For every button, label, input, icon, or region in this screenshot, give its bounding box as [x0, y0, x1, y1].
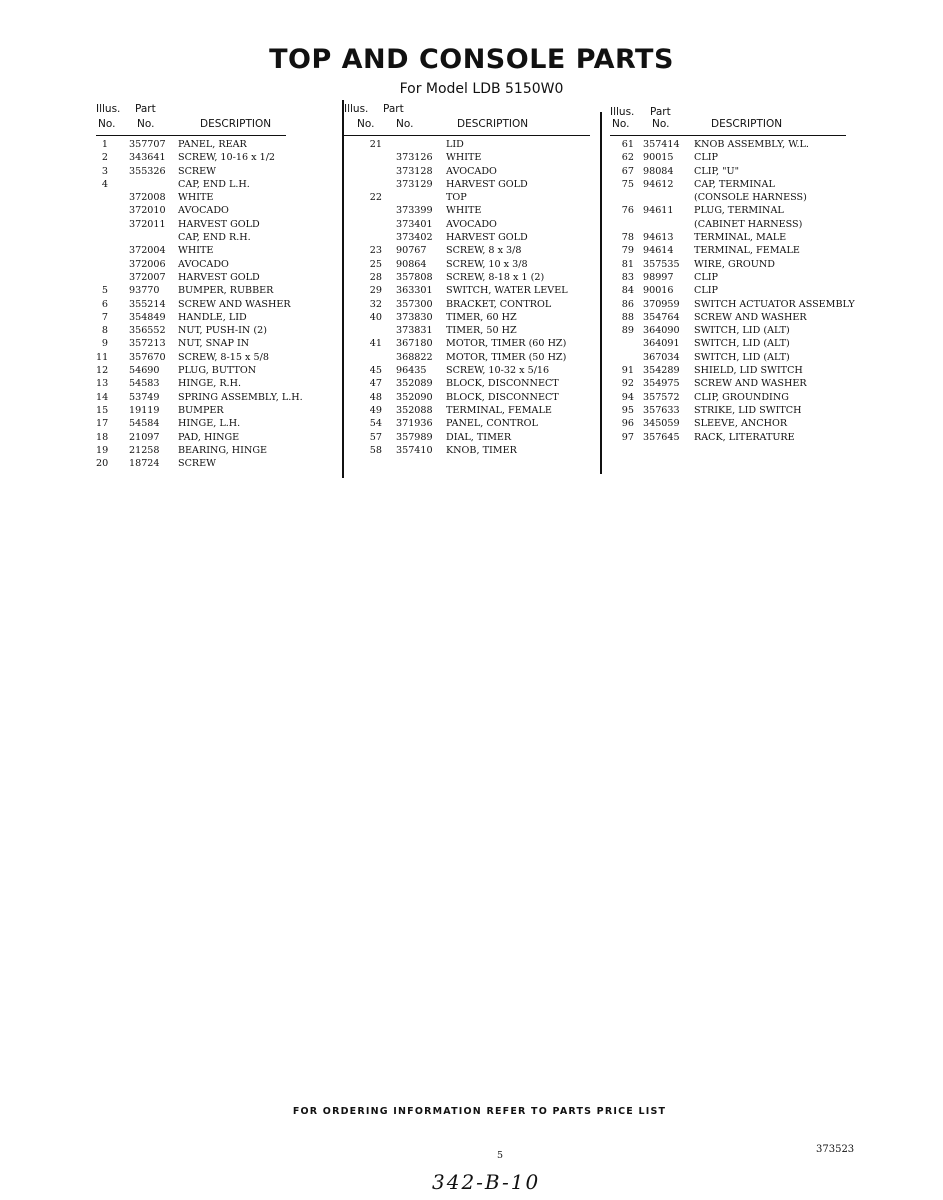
- illus-number: 25: [369, 258, 382, 270]
- table-row: [344, 299, 590, 312]
- column-header: [610, 103, 846, 136]
- part-description: SCREW AND WASHER: [694, 378, 807, 390]
- part-number: 364091: [643, 338, 680, 350]
- part-description: CAP, END R.H.: [178, 232, 251, 244]
- part-description: BLOCK, DISCONNECT: [446, 391, 559, 403]
- part-description: WHITE: [178, 245, 214, 257]
- part-number: 368822: [396, 351, 433, 363]
- illus-number: 95: [621, 404, 634, 416]
- part-description: BUMPER: [178, 404, 224, 416]
- part-number: 363301: [396, 285, 433, 297]
- part-description: TERMINAL, FEMALE: [694, 245, 800, 257]
- illus-number: 29: [369, 285, 382, 297]
- illus-number: 92: [621, 378, 634, 390]
- illus-number: 6: [101, 298, 108, 310]
- part-description: PANEL, CONTROL: [446, 418, 538, 430]
- part-description: BUMPER, RUBBER: [178, 285, 274, 297]
- table-row: [344, 192, 590, 205]
- part-description: RACK, LITERATURE: [694, 431, 795, 443]
- part-number: 355214: [129, 298, 166, 310]
- part-description: SLEEVE, ANCHOR: [694, 418, 788, 430]
- illus-number: 45: [369, 365, 382, 377]
- part-description: SCREW, 8 x 3/8: [446, 245, 522, 257]
- part-description: SCREW: [178, 165, 217, 177]
- table-row: [96, 391, 303, 405]
- part-number: 21097: [129, 431, 160, 443]
- illus-number: 14: [96, 391, 109, 403]
- table-row: [344, 259, 590, 272]
- part-number: 98997: [643, 271, 674, 283]
- part-number: 90864: [396, 258, 427, 270]
- part-number: 90015: [643, 152, 674, 164]
- part-number: 367180: [396, 338, 433, 350]
- part-description: WHITE: [178, 192, 214, 204]
- illus-number: 94: [621, 391, 634, 403]
- part-number: 372008: [129, 192, 166, 204]
- part-description: SCREW, 10-16 x 1/2: [178, 152, 276, 164]
- table-row: [610, 312, 846, 325]
- part-number: 90016: [643, 285, 674, 297]
- table-row: [96, 378, 286, 391]
- illus-number: 58: [369, 444, 382, 456]
- part-number: 357572: [643, 391, 680, 403]
- table-row: [610, 365, 846, 378]
- part-header: Part: [650, 106, 671, 118]
- illus-number: 28: [369, 271, 382, 283]
- part-number: 21258: [129, 444, 160, 456]
- illus-number: 61: [621, 139, 634, 150]
- part-description: HINGE, R.H.: [178, 378, 242, 390]
- part-no-header: No.: [652, 118, 670, 130]
- part-number: 373129: [396, 178, 433, 190]
- table-row: [96, 259, 286, 272]
- table-row: [344, 272, 590, 285]
- illus-number: 3: [101, 165, 108, 177]
- table-row: [96, 285, 286, 298]
- illus-number: 76: [621, 205, 634, 217]
- part-description: KNOB ASSEMBLY, W.L.: [694, 139, 809, 150]
- part-number: 54583: [129, 378, 160, 390]
- part-description: SCREW, 10 x 3/8: [446, 258, 528, 270]
- illus-number: 1: [101, 139, 108, 150]
- table-row: [96, 192, 286, 205]
- part-description: SCREW, 8-18 x 1 (2): [446, 271, 545, 283]
- part-description: PLUG, BUTTON: [178, 365, 257, 377]
- illus-number: 81: [621, 258, 634, 270]
- part-no-header: No.: [396, 118, 414, 130]
- table-row: [610, 405, 846, 418]
- part-number: 373402: [396, 232, 433, 244]
- illus-number: 17: [96, 418, 109, 430]
- ordering-note: FOR ORDERING INFORMATION REFER TO PARTS PRICE LIST: [292, 1106, 667, 1117]
- table-row: [344, 166, 590, 179]
- parts-list: [610, 139, 855, 445]
- part-description: AVOCADO: [178, 205, 229, 217]
- part-number: 372011: [129, 218, 166, 230]
- table-row: [610, 245, 846, 258]
- table-row: [96, 152, 286, 165]
- column-header: [96, 103, 286, 136]
- table-row: [610, 219, 846, 232]
- part-description: (CABINET HARNESS): [694, 218, 803, 230]
- part-number: 54690: [129, 365, 160, 377]
- part-number: 98084: [643, 165, 674, 177]
- table-row: [96, 338, 286, 351]
- illus-number: 49: [369, 404, 382, 416]
- part-description: SPRING ASSEMBLY, L.H.: [178, 391, 303, 403]
- part-description: SWITCH ACTUATOR ASSEMBLY: [694, 298, 855, 310]
- table-row: [610, 192, 846, 205]
- illus-no-header: No.: [612, 118, 630, 130]
- illus-number: 78: [621, 232, 634, 244]
- table-row: [610, 285, 846, 298]
- illus-number: 4: [101, 178, 108, 190]
- parts-column-2: [344, 103, 590, 458]
- part-number: 355326: [129, 165, 166, 177]
- description-header: DESCRIPTION: [200, 118, 272, 130]
- column-divider: [600, 112, 602, 474]
- part-header: Part: [135, 103, 156, 115]
- illus-number: 7: [101, 311, 108, 323]
- part-description: PLUG, TERMINAL: [694, 205, 784, 217]
- part-number: 94614: [643, 245, 674, 257]
- column-header: [344, 103, 590, 136]
- part-number: 356552: [129, 325, 166, 337]
- part-description: KNOB, TIMER: [446, 444, 517, 456]
- illus-number: 96: [621, 418, 634, 430]
- part-description: TOP: [446, 192, 467, 204]
- part-description: HARVEST GOLD: [178, 271, 260, 283]
- table-row: [96, 219, 286, 232]
- part-description: BLOCK, DISCONNECT: [446, 378, 559, 390]
- part-description: DIAL, TIMER: [446, 431, 512, 443]
- table-row: [610, 432, 846, 445]
- document-number: 373523: [816, 1144, 855, 1155]
- table-row: [610, 272, 846, 285]
- part-number: 357645: [643, 431, 680, 443]
- table-row: [610, 298, 855, 312]
- part-description: BEARING, HINGE: [178, 444, 268, 456]
- part-number: 354764: [643, 311, 680, 323]
- part-description: LID: [446, 139, 464, 150]
- part-description: CLIP, GROUNDING: [694, 391, 789, 403]
- part-number: 354849: [129, 311, 166, 323]
- part-description: TIMER, 50 HZ: [446, 325, 517, 337]
- part-description: CLIP, "U": [694, 165, 740, 177]
- illus-number: 2: [101, 152, 108, 164]
- illus-number: 62: [621, 152, 634, 164]
- part-no-header: No.: [137, 118, 155, 130]
- table-row: [344, 219, 590, 232]
- table-row: [96, 139, 286, 152]
- illus-no-header: No.: [98, 118, 116, 130]
- part-number: 372010: [129, 205, 166, 217]
- parts-column-3: [610, 103, 855, 445]
- table-row: [610, 166, 846, 179]
- part-description: (CONSOLE HARNESS): [694, 192, 807, 204]
- part-number: 357410: [396, 444, 433, 456]
- part-number: 94613: [643, 232, 674, 244]
- part-number: 357213: [129, 338, 166, 350]
- part-description: CAP, END L.H.: [178, 178, 250, 190]
- description-header: DESCRIPTION: [711, 118, 783, 130]
- part-number: 96435: [396, 365, 427, 377]
- table-row: [96, 245, 286, 258]
- part-number: 372007: [129, 271, 166, 283]
- page-number: 5: [497, 1150, 504, 1161]
- illus-number: 57: [369, 431, 382, 443]
- table-row: [96, 458, 286, 471]
- part-number: 352088: [396, 404, 433, 416]
- table-row: [344, 139, 590, 152]
- illus-number: 40: [369, 311, 382, 323]
- part-description: TIMER, 60 HZ: [446, 311, 517, 323]
- part-number: 94611: [643, 205, 674, 217]
- part-description: HANDLE, LID: [178, 311, 247, 323]
- illus-number: 48: [369, 391, 382, 403]
- illus-number: 22: [369, 192, 382, 204]
- part-description: MOTOR, TIMER (60 HZ): [446, 338, 567, 350]
- illus-number: 47: [369, 378, 382, 390]
- part-description: TERMINAL, MALE: [694, 232, 787, 244]
- part-number: 372004: [129, 245, 166, 257]
- illus-number: 11: [96, 351, 109, 363]
- part-description: WIRE, GROUND: [694, 258, 775, 270]
- illus-no-header: No.: [357, 118, 375, 130]
- table-row: [610, 259, 846, 272]
- part-description: SCREW: [178, 458, 217, 470]
- part-number: 53749: [129, 391, 160, 403]
- part-description: AVOCADO: [178, 258, 229, 270]
- table-row: [344, 352, 590, 365]
- part-number: 372006: [129, 258, 166, 270]
- parts-column-1: [96, 103, 303, 471]
- illus-number: 89: [621, 325, 634, 337]
- part-description: HARVEST GOLD: [446, 178, 528, 190]
- table-row: [610, 179, 846, 192]
- part-description: HINGE, L.H.: [178, 418, 241, 430]
- part-number: 373401: [396, 218, 433, 230]
- table-row: [96, 445, 286, 458]
- part-description: SCREW AND WASHER: [694, 311, 807, 323]
- table-row: [344, 179, 590, 192]
- part-description: PANEL, REAR: [178, 139, 247, 150]
- table-row: [610, 352, 846, 365]
- part-description: SWITCH, LID (ALT): [694, 338, 790, 350]
- part-number: 18724: [129, 458, 160, 470]
- part-description: PAD, HINGE: [178, 431, 240, 443]
- part-description: CAP, TERMINAL: [694, 178, 775, 190]
- illus-number: 83: [621, 271, 634, 283]
- part-description: AVOCADO: [446, 165, 497, 177]
- part-description: AVOCADO: [446, 218, 497, 230]
- part-number: 90767: [396, 245, 427, 257]
- table-row: [344, 285, 590, 298]
- part-number: 54584: [129, 418, 160, 430]
- table-row: [344, 445, 590, 458]
- part-number: 371936: [396, 418, 433, 430]
- part-number: 345059: [643, 418, 680, 430]
- part-description: NUT, SNAP IN: [178, 338, 250, 350]
- part-number: 370959: [643, 298, 680, 310]
- illus-number: 84: [621, 285, 634, 297]
- table-row: [344, 405, 590, 418]
- illus-number: 9: [101, 338, 108, 350]
- table-row: [610, 325, 846, 338]
- part-number: 373399: [396, 205, 433, 217]
- table-row: [96, 432, 286, 445]
- part-description: SCREW, 10-32 x 5/16: [446, 365, 550, 377]
- column-divider: [342, 100, 344, 478]
- table-row: [344, 205, 590, 218]
- table-row: [610, 152, 846, 165]
- part-number: 357535: [643, 258, 680, 270]
- illus-number: 15: [96, 404, 109, 416]
- illus-header: Illus.: [344, 103, 369, 115]
- table-row: [96, 298, 291, 312]
- illus-number: 18: [96, 431, 109, 443]
- part-description: SCREW AND WASHER: [178, 298, 291, 310]
- part-number: 373126: [396, 152, 433, 164]
- table-row: [610, 392, 846, 405]
- table-row: [344, 365, 590, 378]
- table-row: [96, 312, 286, 325]
- table-row: [96, 418, 286, 431]
- part-description: TERMINAL, FEMALE: [446, 404, 552, 416]
- illus-number: 20: [96, 458, 109, 470]
- part-description: SHIELD, LID SWITCH: [694, 365, 803, 377]
- part-number: 357414: [643, 139, 680, 150]
- table-row: [344, 325, 590, 338]
- illus-number: 21: [369, 139, 382, 150]
- illus-number: 67: [621, 165, 634, 177]
- illus-number: 13: [96, 378, 109, 390]
- part-number: 373830: [396, 311, 433, 323]
- part-description: CLIP: [694, 271, 718, 283]
- page-title: TOP AND CONSOLE PARTS: [269, 44, 674, 75]
- part-description: NUT, PUSH-IN (2): [178, 325, 267, 337]
- illus-header: Illus.: [96, 103, 121, 115]
- illus-number: 88: [621, 311, 634, 323]
- illus-number: 5: [101, 285, 108, 297]
- part-number: 19119: [129, 404, 160, 416]
- illus-number: 12: [96, 365, 109, 377]
- table-row: [610, 139, 846, 152]
- part-number: 93770: [129, 285, 160, 297]
- table-row: [96, 232, 286, 245]
- illus-number: 86: [621, 298, 634, 310]
- model-subtitle: For Model LDB 5150W0: [399, 81, 564, 97]
- table-row: [610, 205, 846, 218]
- illus-header: Illus.: [610, 106, 635, 118]
- part-description: BRACKET, CONTROL: [446, 298, 552, 310]
- table-row: [96, 365, 286, 378]
- parts-list: [96, 139, 303, 471]
- table-row: [344, 378, 590, 391]
- table-row: [344, 232, 590, 245]
- illus-number: 19: [96, 444, 109, 456]
- part-description: STRIKE, LID SWITCH: [694, 404, 802, 416]
- part-description: SCREW, 8-15 x 5/8: [178, 351, 269, 363]
- table-row: [344, 245, 590, 258]
- parts-list: [344, 139, 590, 458]
- handwritten-note: 342-B-10: [432, 1170, 541, 1194]
- description-header: DESCRIPTION: [457, 118, 529, 130]
- part-number: 373831: [396, 325, 433, 337]
- table-row: [344, 312, 590, 325]
- part-description: CLIP: [694, 152, 718, 164]
- part-number: 94612: [643, 178, 674, 190]
- part-number: 357989: [396, 431, 433, 443]
- part-number: 354975: [643, 378, 680, 390]
- part-number: 364090: [643, 325, 680, 337]
- part-description: MOTOR, TIMER (50 HZ): [446, 351, 567, 363]
- part-number: 357633: [643, 404, 680, 416]
- part-number: 367034: [643, 351, 680, 363]
- illus-number: 54: [369, 418, 382, 430]
- part-number: 357808: [396, 271, 433, 283]
- part-description: WHITE: [446, 152, 482, 164]
- part-number: 357300: [396, 298, 433, 310]
- illus-number: 91: [621, 365, 634, 377]
- table-row: [96, 179, 286, 192]
- table-row: [610, 378, 846, 391]
- part-description: SWITCH, LID (ALT): [694, 325, 790, 337]
- table-row: [344, 418, 590, 431]
- table-row: [610, 338, 846, 351]
- table-row: [610, 232, 846, 245]
- part-header: Part: [383, 103, 404, 115]
- table-row: [96, 325, 286, 338]
- illus-number: 23: [369, 245, 382, 257]
- part-number: 343641: [129, 152, 166, 164]
- table-row: [344, 152, 590, 165]
- part-number: 373128: [396, 165, 433, 177]
- table-row: [96, 405, 286, 418]
- part-number: 357707: [129, 139, 166, 150]
- part-description: CLIP: [694, 285, 718, 297]
- illus-number: 75: [621, 178, 634, 190]
- part-description: WHITE: [446, 205, 482, 217]
- table-row: [96, 205, 286, 218]
- table-row: [344, 432, 590, 445]
- part-number: 354289: [643, 365, 680, 377]
- table-row: [96, 166, 286, 179]
- illus-number: 41: [369, 338, 382, 350]
- table-row: [96, 352, 286, 365]
- illus-number: 8: [101, 325, 108, 337]
- illus-number: 32: [369, 298, 382, 310]
- table-row: [96, 272, 286, 285]
- part-description: HARVEST GOLD: [446, 232, 528, 244]
- illus-number: 97: [621, 431, 634, 443]
- part-number: 352089: [396, 378, 433, 390]
- part-number: 357670: [129, 351, 166, 363]
- table-row: [344, 338, 590, 351]
- table-row: [610, 418, 846, 431]
- part-number: 352090: [396, 391, 433, 403]
- part-description: SWITCH, WATER LEVEL: [446, 285, 568, 297]
- part-description: HARVEST GOLD: [178, 218, 260, 230]
- illus-number: 79: [621, 245, 634, 257]
- part-description: SWITCH, LID (ALT): [694, 351, 790, 363]
- table-row: [344, 392, 590, 405]
